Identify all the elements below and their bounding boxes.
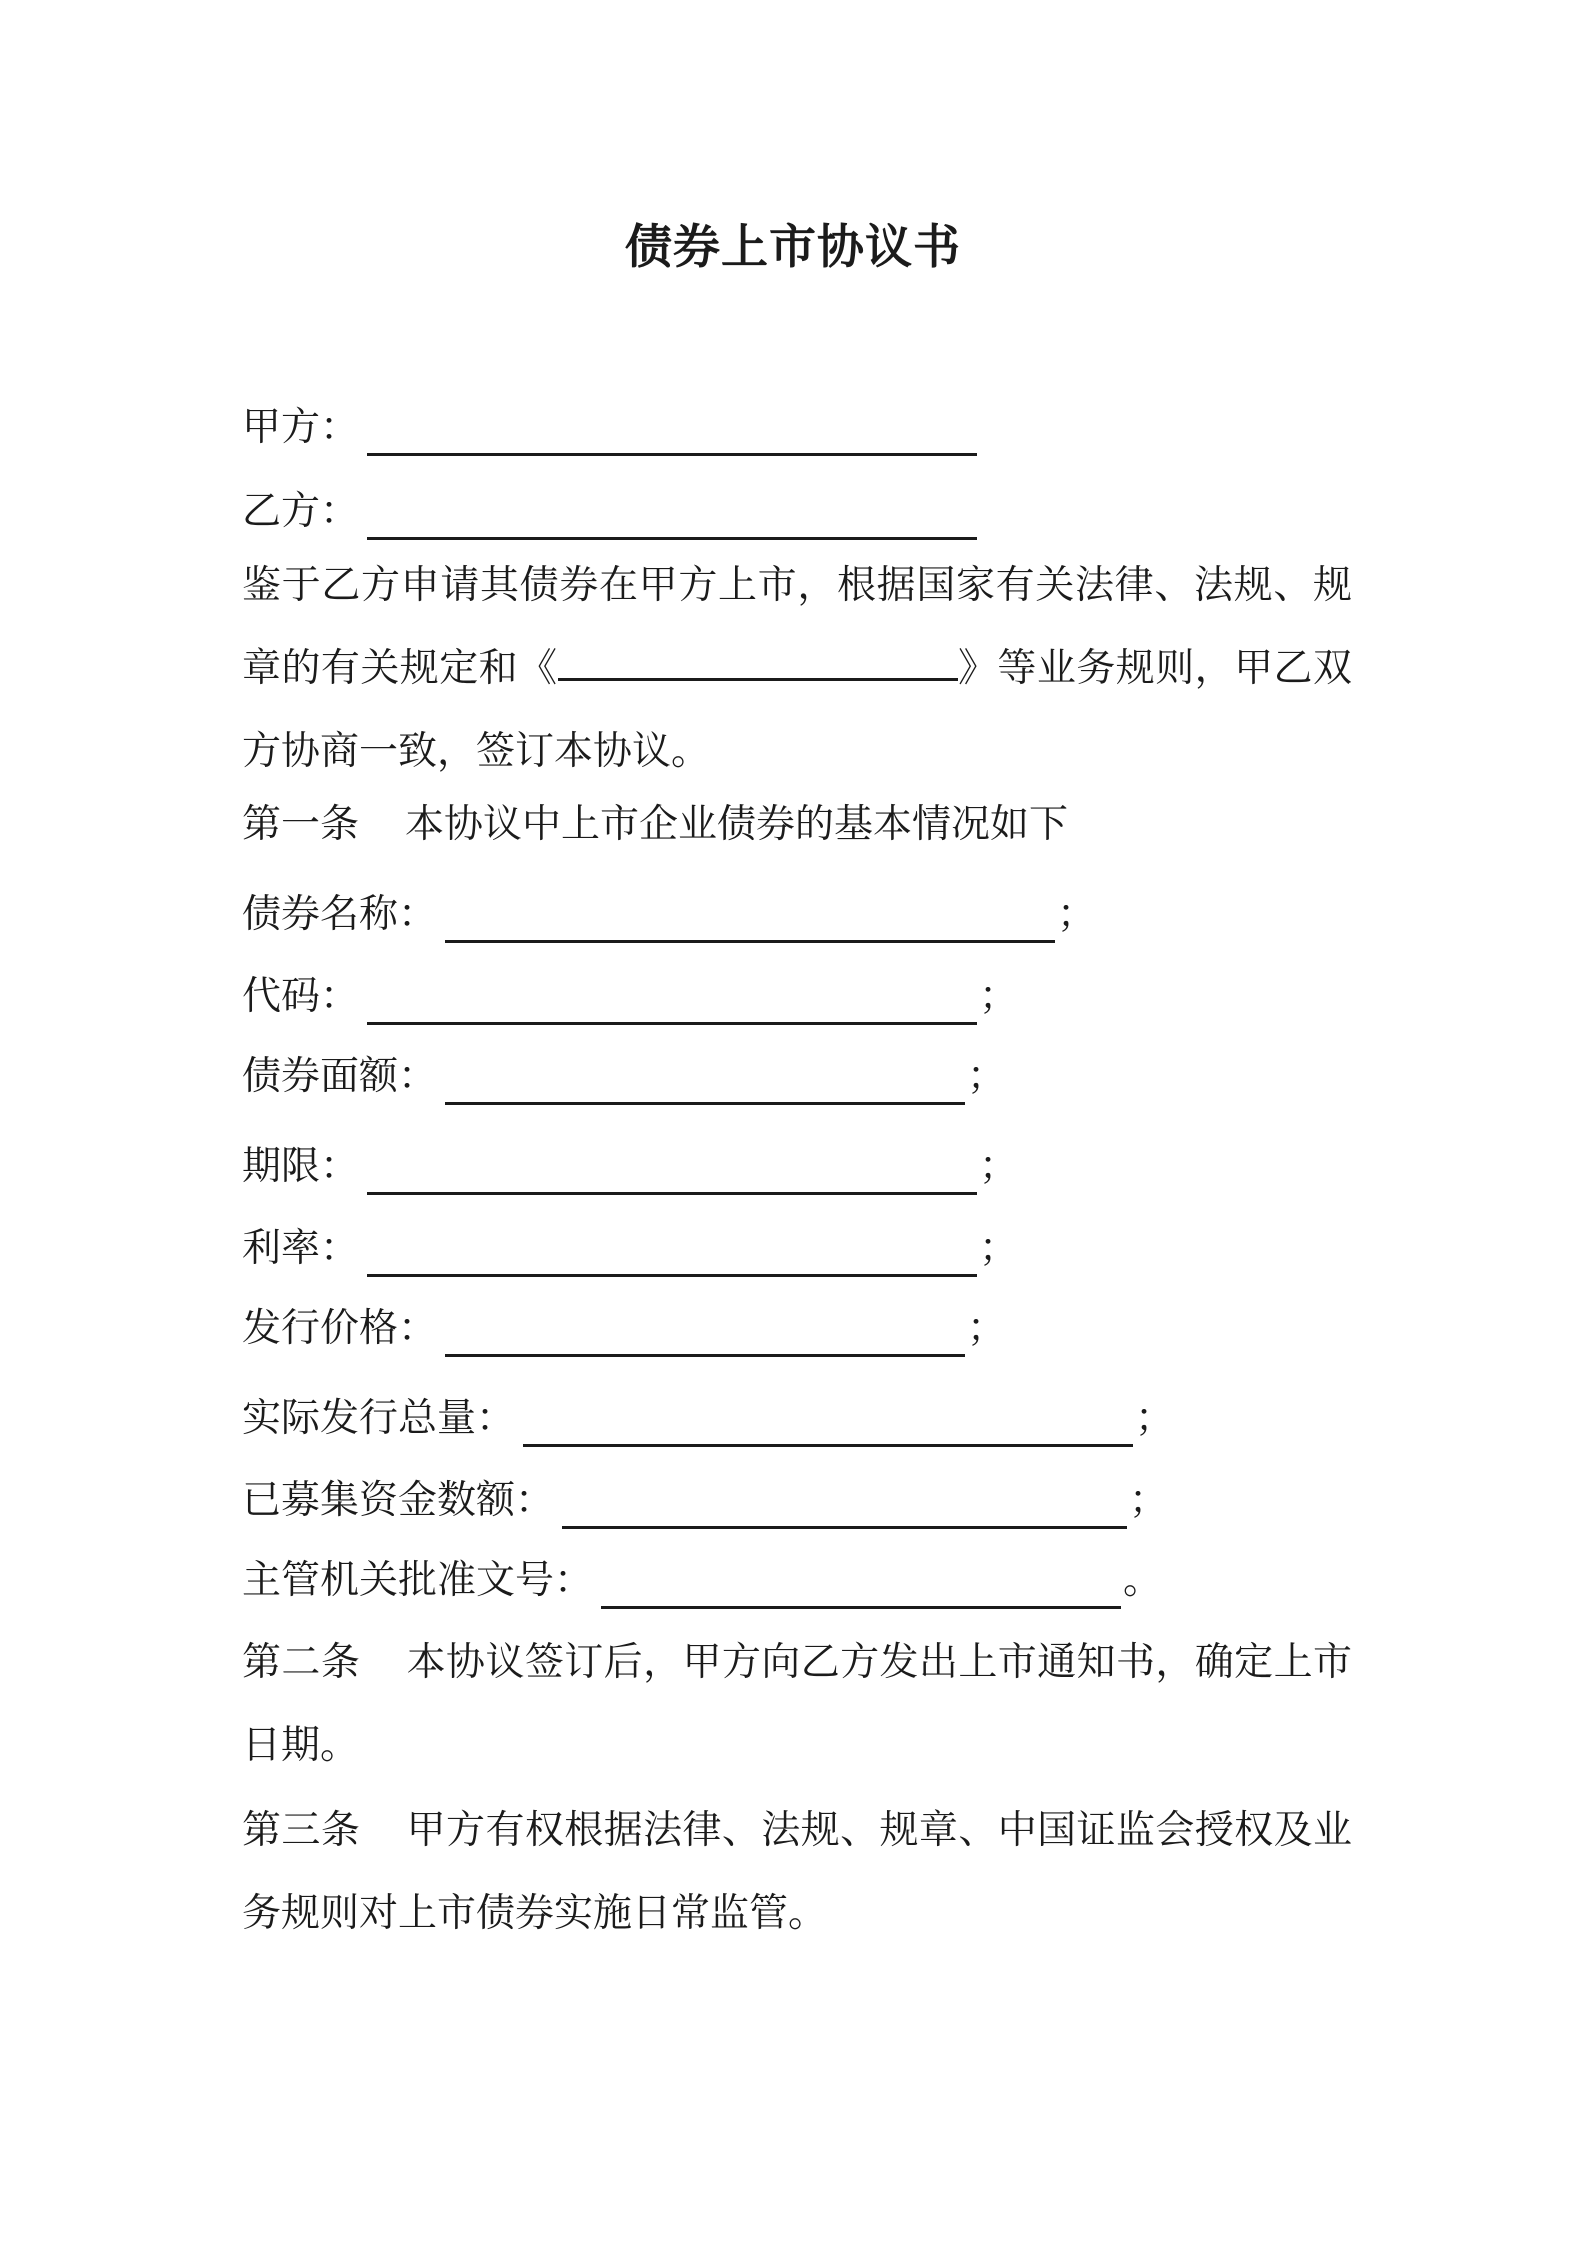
field-funds-raised [242,1473,1352,1529]
article-1-number: 第一条 [242,802,360,847]
field-term [242,1139,1352,1195]
article-2-number: 第二条 [242,1640,361,1685]
article-3-number: 第三条 [242,1808,361,1853]
field-end: ； [979,974,1019,1019]
field-end: ； [1135,1396,1175,1441]
party-a-label: 甲方： [242,405,360,450]
preamble-paragraph [242,544,1352,793]
field-label: 已募集资金数额： [242,1478,555,1523]
field-interest-rate [242,1221,1352,1277]
article-1-text: 本协议中上市企业债券的基本情况如下 [405,802,1069,847]
bond-name-blank[interactable] [445,887,1055,943]
issue-price-blank[interactable] [445,1301,965,1357]
document-body [242,400,1352,1955]
party-a-blank[interactable] [367,400,977,456]
party-a-line [242,400,1352,456]
approval-number-blank[interactable] [601,1553,1121,1609]
field-end: ； [979,1226,1019,1271]
article-2 [242,1621,1352,1787]
field-total-issued [242,1391,1352,1447]
preamble-end: 》等业务规则，甲乙双方协商一致，签订本协议。 [242,646,1352,774]
field-end: ； [1129,1478,1169,1523]
field-end: ； [979,1144,1019,1189]
party-b-label: 乙方： [242,489,360,534]
code-blank[interactable] [367,969,977,1025]
document-title: 债券上市协议书 [625,220,961,275]
funds-raised-blank[interactable] [562,1473,1127,1529]
field-end: ； [967,1306,1007,1351]
face-value-blank[interactable] [445,1049,965,1105]
field-label: 实际发行总量： [242,1396,516,1441]
field-issue-price [242,1301,1352,1357]
party-b-line [242,484,1352,540]
field-face-value [242,1049,1352,1105]
field-label: 主管机关批准文号： [242,1558,594,1603]
article-1 [242,797,1352,853]
total-issued-blank[interactable] [523,1391,1133,1447]
article-3-text: 甲方有权根据法律、法规、规章、中国证监会授权及业务规则对上市债券实施日常监管。 [242,1808,1352,1936]
term-blank[interactable] [367,1139,977,1195]
field-label: 利率： [242,1226,360,1271]
field-label: 债券名称： [242,892,438,937]
field-label: 期限： [242,1144,360,1189]
field-label: 代码： [242,974,360,1019]
article-2-text: 本协议签订后，甲方向乙方发出上市通知书，确定上市日期。 [242,1640,1352,1768]
rules-name-blank[interactable] [558,641,958,681]
interest-rate-blank[interactable] [367,1221,977,1277]
field-label: 债券面额： [242,1054,438,1099]
field-code [242,969,1352,1025]
field-end: ； [1057,892,1097,937]
preamble-start: 鉴于乙方申请其债券在甲方上市，根据国家有关法律、法规、规章的有关规定和《 [242,563,1352,691]
field-approval-number [242,1553,1352,1609]
article-3 [242,1789,1352,1955]
party-b-blank[interactable] [367,484,977,540]
field-bond-name [242,887,1352,943]
field-end: ； [967,1054,1007,1099]
field-label: 发行价格： [242,1306,438,1351]
field-end: 。 [1123,1558,1163,1603]
